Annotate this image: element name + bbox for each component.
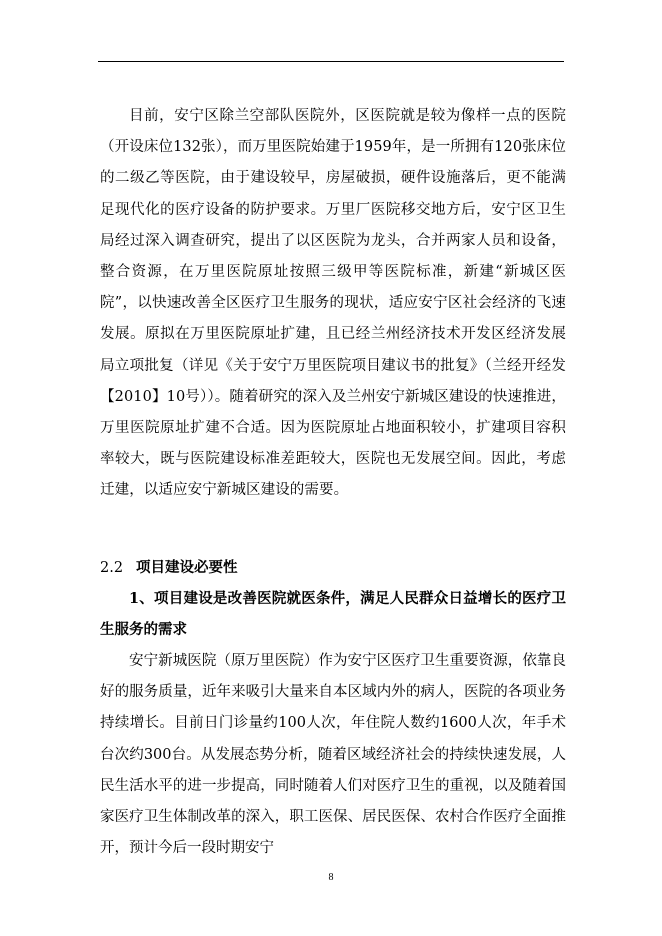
document-body	[100, 101, 566, 507]
header-rule	[98, 61, 564, 62]
section-title: 项目建设必要性	[136, 559, 238, 576]
paragraph-hospital-growth: 安宁新城医院（原万里医院）作为安宁区医疗卫生重要资源，依靠良好的服务质量，近年来吸引大量来自本区域内外的病人，医院的各项业务持续增长。目前日门诊量约100人次，年住院人数约1600人次，年手术台次约300台。从发展态势分析，随着区域经济社会的持续快速发展，人民生活水平的进一步提高，同时随着人们对医疗卫生的重视，以及随着国家医疗卫生体制改革的深入，职工医保、居民医保、农村合作医疗全面推开，预计今后一段时期安宁	[100, 653, 566, 857]
subheading-necessity-1: 1、项目建设是改善医院就医条件，满足人民群众日益增长的医疗卫生服务的需求	[100, 590, 566, 639]
section-number: 2.2	[100, 560, 124, 576]
page-number: 8	[328, 872, 334, 883]
paragraph-current-situation: 目前，安宁区除兰空部队医院外，区医院就是较为像样一点的医院（开设床位132张），而万里医院始建于1959年，是一所拥有120张床位的二级乙等医院，由于建设较早，房屋破损，硬件设施落后，更不能满足现代化的医疗设备的防护要求。万里厂医院移交地方后，安宁区卫生局经过深入调查研究，提出了以区医院为龙头，合并两家人员和设备，整合资源，在万里医院原址按照三级甲等医院标准，新建“新城区医院”，以快速改善全区医疗卫生服务的现状，适应安宁区社会经济的飞速发展。原拟在万里医院原址扩建，且已经兰州经济技术开发区经济发展局立项批复（详见《关于安宁万里医院项目建议书的批复》（兰经开经发【2010】10号））。随着研究的深入及兰州安宁新城区建设的快速推进，万里医院原址扩建不合适。因为医院原址占地面积较小，扩建项目容积率较大，既与医院建设标准差距较大，医院也无发展空间。因此，考虑迁建，以适应安宁新城区建设的需要。	[100, 108, 566, 499]
section-heading	[100, 552, 566, 584]
